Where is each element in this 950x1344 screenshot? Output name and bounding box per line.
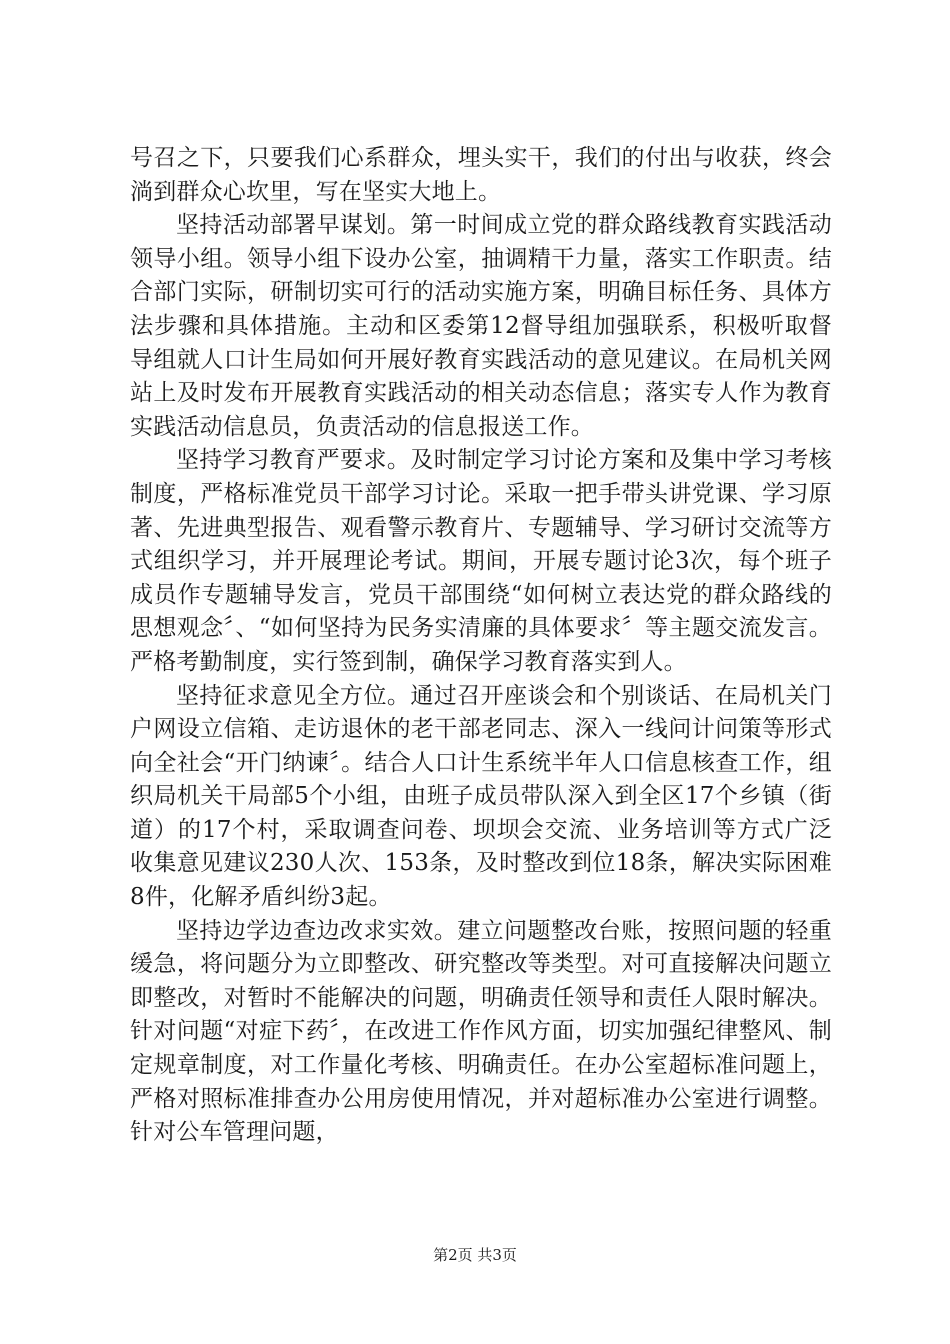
paragraph-3: 坚持学习教育严要求。及时制定学习讨论方案和及集中学习考核制度，严格标准党员干部学习讨论。采取一把手带头讲党课、学习原著、先进典型报告、观看警示教育片、专题辅导、学习研讨交流等方式组织学习，并开展理论考试。期间，开展专题讨论3次，每个班子成员作专题辅导发言，党员干部围绕“如何树立表达党的群众路线的思想观念〞、“如何坚持为民务实清廉的具体要求〞等主题交流发言。严格考勤制度，实行签到制，确保学习教育落实到人。 — [130, 447, 832, 675]
paragraph-5: 坚持边学边查边改求实效。建立问题整改台账，按照问题的轻重缓急，将问题分为立即整改、研究整改等类型。对可直接解决问题立即整改，对暂时不能解决的问题，明确责任领导和责任人限时解决。针对问题“对症下药〞，在改进工作作风方面，切实加强纪律整风、制定规章制度，对工作量化考核、明确责任。在办公室超标准问题上，严格对照标准排查办公用房使用情况，并对超标准办公室进行调整。针对公车管理问题， — [130, 917, 832, 1146]
document-body — [130, 142, 832, 1150]
paragraph-2: 坚持活动部署早谋划。第一时间成立党的群众路线教育实践活动领导小组。领导小组下设办公室，抽调精干力量，落实工作职责。结合部门实际，研制切实可行的活动实施方案，明确目标任务、具体方法步骤和具体措施。主动和区委第12督导组加强联系，积极听取督导组就人口计生局如何开展好教育实践活动的意见建议。在局机关网站上及时发布开展教育实践活动的相关动态信息；落实专人作为教育实践活动信息员，负责活动的信息报送工作。 — [130, 212, 832, 440]
paragraph-4: 坚持征求意见全方位。通过召开座谈会和个别谈话、在局机关门户网设立信箱、走访退休的老干部老同志、深入一线问计问策等形式向全社会“开门纳谏〞。结合人口计生系统半年人口信息核查工作，组织局机关干局部5个小组，由班子成员带队深入到全区17个乡镇（街道）的17个村，采取调查问卷、坝坝会交流、业务培训等方式广泛收集意见建议230人次、153条，及时整改到位18条，解决实际困难8件，化解矛盾纠纷3起。 — [130, 682, 832, 911]
page-number-footer: 第2页 共3页 — [433, 1246, 517, 1264]
paragraph-1: 号召之下，只要我们心系群众，埋头实干，我们的付出与收获，终会淌到群众心坎里，写在坚实大地上。 — [130, 145, 832, 205]
